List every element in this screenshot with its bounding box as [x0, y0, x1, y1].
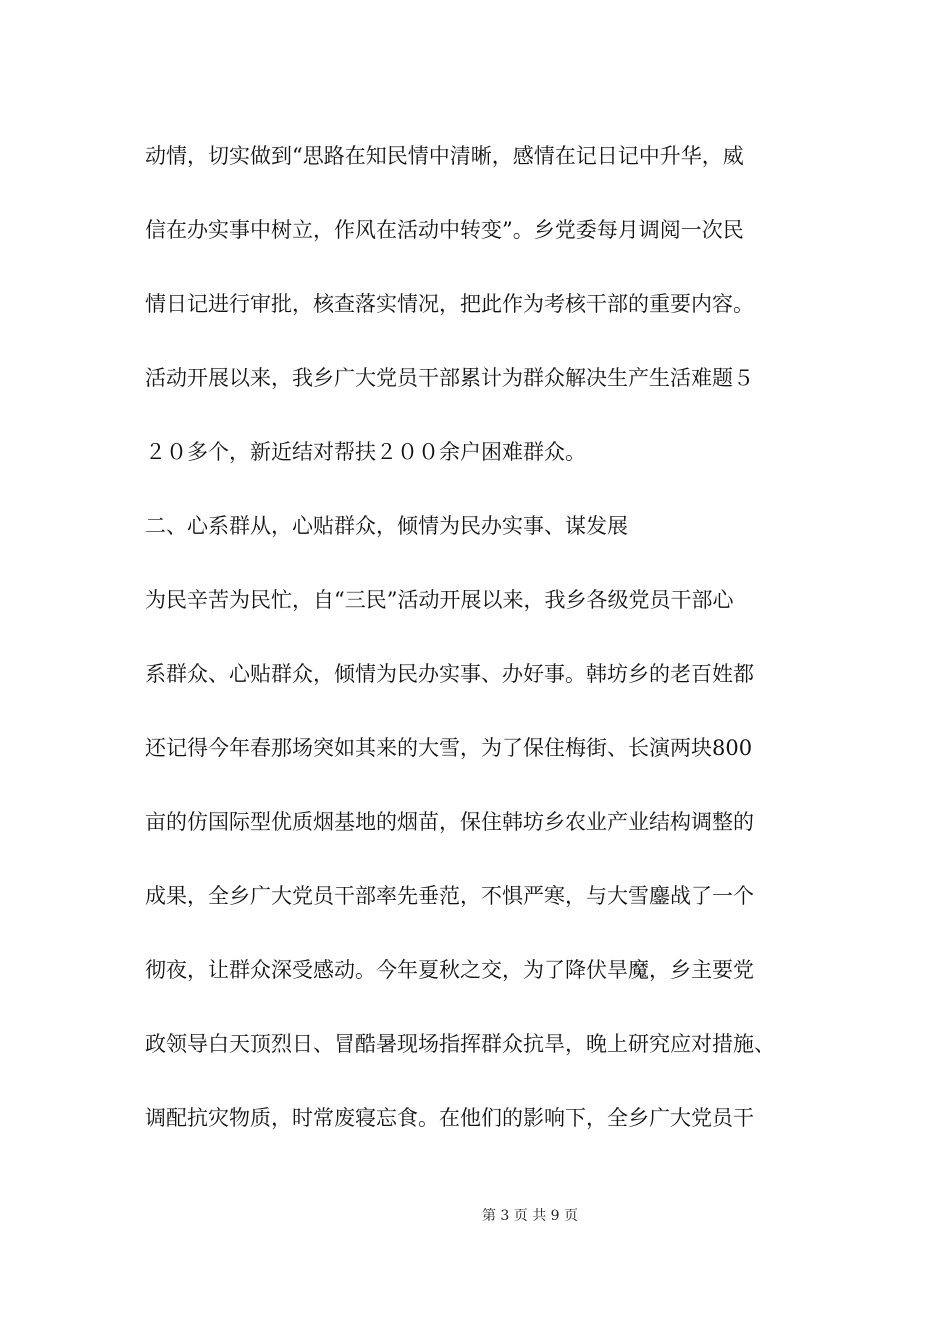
text-line: 情日记进行审批，核查落实情况，把此作为考核干部的重要内容。 [145, 292, 754, 316]
section-heading: 二、心系群从，心贴群众，倾情为民办实事、谋发展 [145, 514, 628, 538]
text-line: ２０多个，新近结对帮扶２００余户困难群众。 [145, 440, 586, 464]
text-line: 系群众、心贴群众，倾情为民办实事、办好事。韩坊乡的老百姓都 [145, 662, 754, 686]
text-line: 彻夜，让群众深受感动。今年夏秋之交，为了降伏旱魔，乡主要党 [145, 958, 754, 982]
document-body [145, 130, 825, 1166]
text-line: 调配抗灾物质，时常废寝忘食。在他们的影响下，全乡广大党员干 [145, 1106, 754, 1130]
text-line: 政领导白天顶烈日、冒酷暑现场指挥群众抗旱，晚上研究应对措施、 [145, 1032, 775, 1056]
text-line: 成果，全乡广大党员干部率先垂范，不惧严寒，与大雪鏖战了一个 [145, 884, 754, 908]
text-line: 为民辛苦为民忙，自“三民”活动开展以来，我乡各级党员干部心 [145, 588, 734, 612]
page-number-footer: 第 3 页 共 9 页 [481, 1208, 579, 1224]
text-line: 亩的仿国际型优质烟基地的烟苗，保住韩坊乡农业产业结构调整的 [145, 810, 754, 834]
text-line: 活动开展以来，我乡广大党员干部累计为群众解决生产生活难题５ [145, 366, 754, 390]
text-line: 信在办实事中树立，作风在活动中转变”。乡党委每月调阅一次民 [145, 218, 744, 242]
text-line: 动情，切实做到“思路在知民情中清晰，感情在记日记中升华，威 [145, 144, 744, 168]
text-line: 还记得今年春那场突如其来的大雪，为了保住梅街、长演两块800 [145, 736, 753, 760]
